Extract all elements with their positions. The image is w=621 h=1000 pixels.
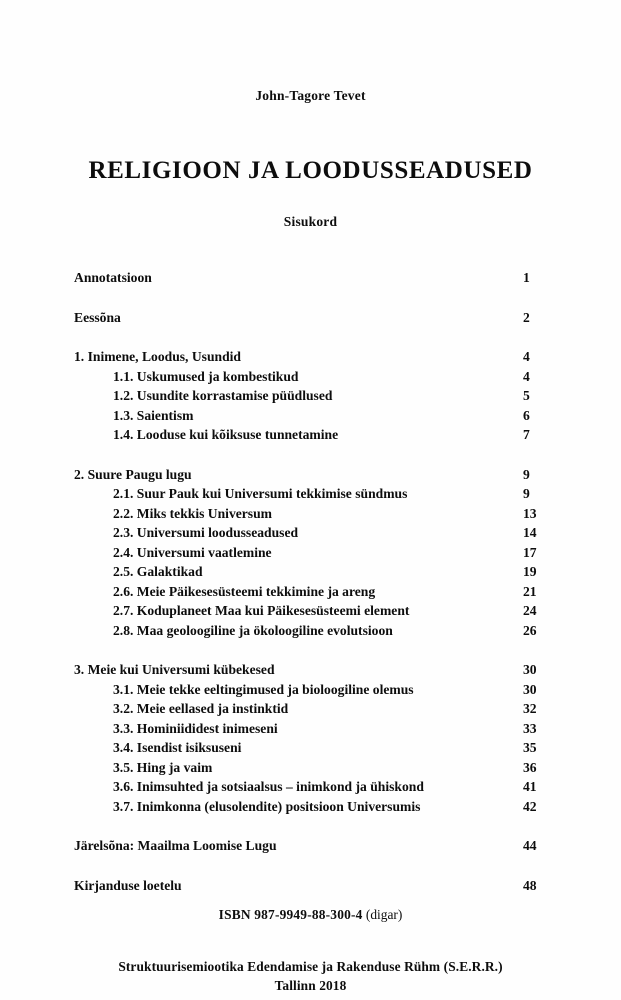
toc-section-label: 2.5. Galaktikad [113, 564, 203, 579]
toc-chapter-label: 2. Suure Paugu lugu [74, 466, 192, 482]
toc-section-page: 6 [523, 407, 530, 423]
publisher-place-year: Tallinn 2018 [274, 978, 347, 993]
toc-section-page: 35 [523, 740, 537, 755]
toc-chapter-label: 3. Meie kui Universumi kübekesed [74, 662, 275, 677]
toc-chapter-group [74, 465, 546, 641]
toc-entry-page: 1 [523, 270, 530, 285]
toc-entry[interactable] [74, 268, 546, 288]
isbn-code: ISBN 987-9949-88-300-4 [218, 907, 363, 922]
toc-section-label: 1.3. Saientism [113, 407, 194, 423]
toc-entry-label: Annotatsioon [74, 270, 152, 285]
toc-chapter[interactable] [74, 660, 546, 680]
toc-section-label: 2.2. Miks tekkis Universum [113, 505, 272, 521]
toc-section-label: 2.4. Universumi vaatlemine [113, 544, 272, 560]
toc-chapter-group [74, 660, 546, 816]
toc-section-page: 32 [523, 701, 537, 716]
toc-section[interactable] [74, 523, 546, 543]
toc-chapter-page: 30 [523, 662, 537, 677]
toc-entry-label: Kirjanduse loetelu [74, 877, 182, 893]
toc-section-label: 3.6. Inimsuhted ja sotsiaalsus – inimkond ja ühiskond [113, 779, 424, 794]
toc-section-label: 2.8. Maa geoloogiline ja ökoloogiline evolutsioon [113, 622, 393, 638]
toc-section-page: 36 [523, 759, 537, 775]
toc-section[interactable] [74, 367, 546, 387]
toc-section-label: 3.4. Isendist isiksuseni [113, 740, 242, 755]
isbn-note: (digar) [365, 907, 403, 922]
toc-section[interactable] [74, 386, 546, 406]
toc-section[interactable] [74, 680, 546, 700]
toc-section[interactable] [74, 621, 546, 641]
contents-heading: Sisukord [283, 214, 338, 229]
toc-section[interactable] [74, 777, 546, 797]
toc-entry-page: 2 [523, 309, 530, 325]
toc-section-page: 14 [523, 525, 537, 540]
toc-section-page: 41 [523, 779, 537, 794]
toc-section-page: 4 [523, 368, 530, 384]
toc-section[interactable] [74, 504, 546, 524]
toc-section[interactable] [74, 582, 546, 602]
toc-section-page: 21 [523, 583, 537, 599]
toc-section-label: 2.7. Koduplaneet Maa kui Päikesesüsteemi element [113, 603, 410, 618]
toc-section-page: 7 [523, 427, 530, 442]
toc-section-page: 42 [523, 798, 537, 814]
isbn-line [0, 907, 621, 923]
toc-section-label: 3.3. Hominiididest inimeseni [113, 720, 278, 736]
toc-section[interactable] [74, 699, 546, 719]
publisher-name: Struktuurisemiootika Edendamise ja Rakenduse Rühm (S.E.R.R.) [118, 959, 503, 974]
toc-section[interactable] [74, 543, 546, 563]
toc-entry-page: 44 [523, 838, 537, 853]
toc-section[interactable] [74, 484, 546, 504]
toc-section-label: 2.6. Meie Päikesesüsteemi tekkimine ja areng [113, 583, 376, 599]
toc-chapter[interactable] [74, 465, 546, 485]
toc-entry-label: Eessõna [74, 309, 121, 325]
toc-section[interactable] [74, 738, 546, 758]
toc-section[interactable] [74, 797, 546, 817]
toc-entry-page: 48 [523, 877, 537, 893]
table-of-contents [74, 268, 546, 895]
toc-chapter-label: 1. Inimene, Loodus, Usundid [74, 349, 241, 364]
toc-section-label: 2.1. Suur Pauk kui Universumi tekkimise sündmus [113, 486, 408, 501]
toc-section-page: 13 [523, 505, 537, 521]
toc-section-label: 3.5. Hing ja vaim [113, 759, 213, 775]
page-title: RELIGIOON JA LOODUSSEADUSED [88, 157, 533, 184]
toc-section-label: 3.7. Inimkonna (elusolendite) positsioon Universumis [113, 798, 421, 814]
toc-section-label: 1.4. Looduse kui kõiksuse tunnetamine [113, 427, 339, 442]
toc-entry[interactable] [74, 876, 546, 896]
toc-section-label: 3.2. Meie eellased ja instinktid [113, 701, 289, 716]
toc-section-page: 19 [523, 564, 537, 579]
toc-section[interactable] [74, 425, 546, 445]
toc-entry[interactable] [74, 836, 546, 856]
toc-section[interactable] [74, 562, 546, 582]
toc-section[interactable] [74, 758, 546, 778]
toc-entry-label: Järelsõna: Maailma Loomise Lugu [74, 838, 277, 853]
author-name: John-Tagore Tevet [255, 88, 366, 103]
toc-chapter-group [74, 347, 546, 445]
publisher-block [0, 957, 621, 995]
toc-section-label: 3.1. Meie tekke eeltingimused ja bioloogiline olemus [113, 681, 414, 697]
toc-section[interactable] [74, 406, 546, 426]
toc-section-page: 33 [523, 720, 537, 736]
toc-section-page: 24 [523, 603, 537, 618]
toc-section-page: 5 [523, 388, 530, 403]
toc-section-page: 26 [523, 622, 537, 638]
toc-section-page: 17 [523, 544, 537, 560]
toc-chapter-page: 9 [523, 466, 530, 482]
toc-section[interactable] [74, 719, 546, 739]
toc-section-page: 30 [523, 681, 537, 697]
toc-chapter[interactable] [74, 347, 546, 367]
toc-entry[interactable] [74, 308, 546, 328]
toc-section-label: 2.3. Universumi loodusseadused [113, 525, 299, 540]
toc-section-label: 1.1. Uskumused ja kombestikud [113, 368, 299, 384]
toc-section[interactable] [74, 601, 546, 621]
toc-section-label: 1.2. Usundite korrastamise püüdlused [113, 388, 333, 403]
toc-section-page: 9 [523, 486, 530, 501]
toc-chapter-page: 4 [523, 349, 530, 364]
